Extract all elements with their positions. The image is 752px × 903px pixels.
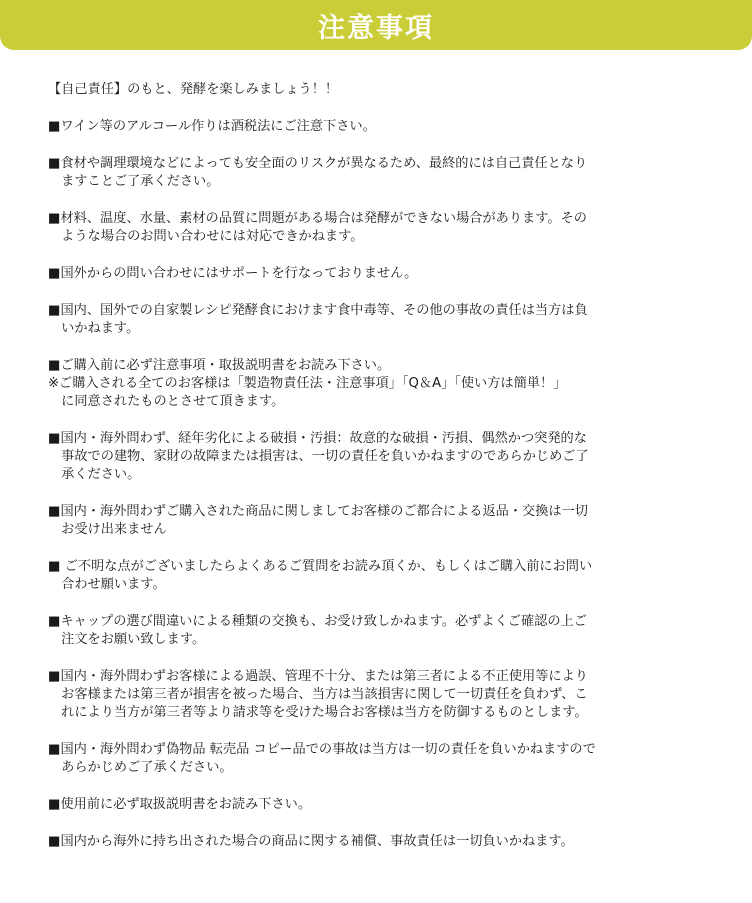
notice-item-read-manual: ■使用前に必ず取扱説明書をお読み下さい。 [48,797,312,812]
header-banner [0,0,752,50]
notice-item-food-poisoning: ■国内、国外での自家製レシピ発酵食におけます食中毒等、その他の事故の責任は当方は負 いかねます。 [48,303,588,336]
notice-item-overseas-support: ■国外からの問い合わせにはサポートを行なっておりません。 [48,266,418,281]
intro-text: 【自己責任】のもと、発酵を楽しみましょう！！ [48,82,339,97]
notice-item-food-risk: ■食材や調理環境などによっても安全面のリスクが異なるため、最終的には自己責任となり ますことご了承ください。 [48,156,588,189]
notice-item-export-compensation: ■国内から海外に持ち出された場合の商品に関する補償、事故責任は一切負いかねます。 [48,834,574,849]
page-title: 注意事項 [318,12,434,44]
notice-item-alcohol: ■ワイン等のアルコール作りは酒税法にご注意下さい。 [48,119,376,134]
notice-item-cap-exchange: ■キャップの選び間違いによる種類の交換も、お受け致しかねます。必ずよくご確認の上ご 注文をお願い致します。 [48,614,587,647]
notice-item-material-quality: ■材料、温度、水量、素材の品質に問題がある場合は発酵ができない場合があります。その ような場合のお問い合わせには対応できかねます。 [48,211,587,244]
notice-item-returns: ■国内・海外問わずご購入された商品に関しましてお客様のご都合による返品・交換は一切 お受け出来ません [48,504,588,537]
notice-item-read-before-purchase: ■ご購入前に必ず注意事項・取扱説明書をお読み下さい。 ※ご購入される全てのお客様は「製造物責任法・注意事項」「Q＆A」「使い方は簡単！」 に同意されたものとさせて頂きます。 [48,358,567,409]
notice-item-questions: ■ ご不明な点がございましたらよくあるご質問をお読み頂くか、もしくはご購入前にお問い 合わせ願います。 [48,559,593,592]
notice-content [48,81,698,851]
notice-item-damage: ■国内・海外問わず、経年劣化による破損・汚損：故意的な破損・汚損、偶然かつ突発的な 事故での建物、家財の故障または損害は、一切の責任を負いかねますのであらかじめご了 承ください。 [48,431,589,482]
notice-item-counterfeit: ■国内・海外問わず偽物品 転売品 コピー品での事故は当方は一切の責任を負いかねますので あらかじめご了承ください。 [48,742,596,775]
notice-item-liability: ■国内・海外問わずお客様による過誤、管理不十分、または第三者による不正使用等により お客様または第三者が損害を被った場合、当方は当該損害に関して一切責任を負わず、こ れにより当方が第三者等より請求等を受けた場合お客様は当方を防御するものとします。 [48,669,588,720]
